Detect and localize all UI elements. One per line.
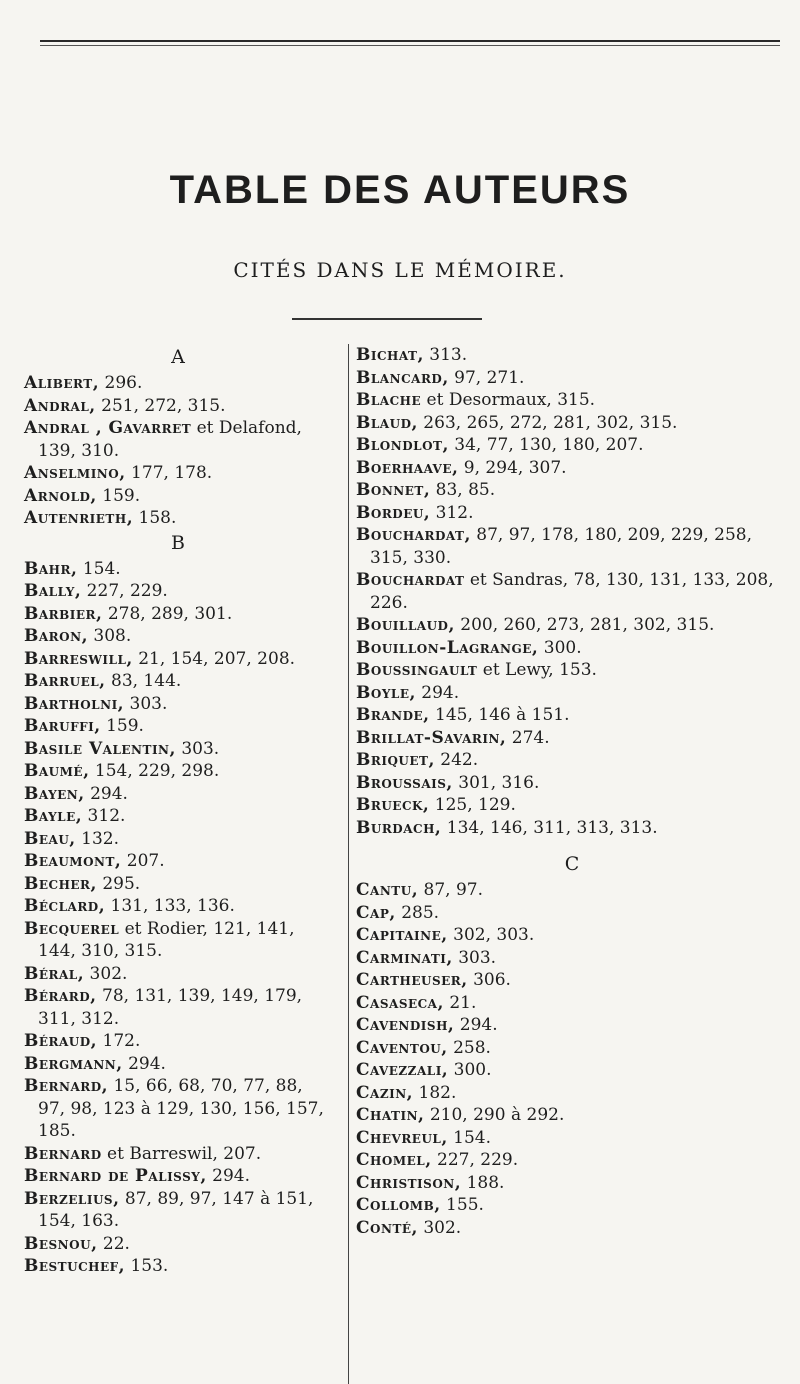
author-name: Burdach, xyxy=(356,817,442,838)
right-b-entries xyxy=(356,344,788,839)
index-entry xyxy=(356,344,788,367)
page-refs: 78, 131, 139, 149, 179, 311, 312. xyxy=(38,986,303,1029)
author-name: Bally, xyxy=(24,581,82,601)
index-entry xyxy=(10,850,332,873)
page-refs: 313. xyxy=(423,345,468,365)
index-entry xyxy=(356,902,788,925)
page-refs: 294. xyxy=(84,783,128,804)
author-name: Cavezzali, xyxy=(356,1060,449,1080)
index-entry xyxy=(10,783,332,806)
author-name: Barbier, xyxy=(24,603,103,624)
author-name: Bergmann, xyxy=(24,1053,123,1074)
page-refs: 301, 316. xyxy=(452,772,540,793)
index-entry xyxy=(10,715,332,738)
page-refs: 15, 66, 68, 70, 77, 88, 97, 98, 123 à 129, 130, 156, 157, 185. xyxy=(38,1076,324,1141)
index-entry xyxy=(10,603,332,626)
page-refs: 155. xyxy=(440,1195,484,1215)
author-name: Bouillon-Lagrange, xyxy=(356,637,539,658)
index-entry xyxy=(10,395,332,418)
index-entry xyxy=(356,749,788,772)
page-refs: 210, 290 à 292. xyxy=(424,1105,565,1125)
index-entry xyxy=(356,704,788,727)
author-name: Becquerel xyxy=(24,918,120,939)
page-refs: 295. xyxy=(96,873,141,894)
author-name: Becher, xyxy=(24,873,97,894)
page-refs: 154. xyxy=(447,1127,492,1148)
author-name: Autenrieth, xyxy=(24,508,134,528)
page-refs: 154. xyxy=(77,558,121,579)
author-name: Baumé, xyxy=(24,761,90,781)
author-name: Barreswill, xyxy=(24,648,133,669)
page-refs: et Barreswil, 207. xyxy=(101,1143,262,1164)
index-entry xyxy=(356,1217,788,1240)
author-name: Andral, xyxy=(24,395,96,416)
index-entry xyxy=(356,614,788,637)
index-entry xyxy=(10,895,332,918)
author-name: Collomb, xyxy=(356,1195,441,1215)
author-name: Beaumont, xyxy=(24,851,122,871)
page-refs: 296. xyxy=(99,373,143,393)
author-name: Béraud, xyxy=(24,1031,98,1051)
page-refs: 300. xyxy=(448,1060,492,1080)
index-entry xyxy=(356,412,788,435)
index-entry xyxy=(10,1053,332,1076)
right-c-entries xyxy=(356,879,788,1239)
page-refs: 274. xyxy=(506,727,550,748)
index-entry xyxy=(10,760,332,783)
author-name: Blancard, xyxy=(356,367,449,388)
author-name: Cartheuser, xyxy=(356,970,468,990)
author-name: Brueck, xyxy=(356,795,430,815)
index-entry xyxy=(10,805,332,828)
author-name: Anselmino, xyxy=(24,463,126,483)
author-name: Caventou, xyxy=(356,1037,448,1058)
author-name: Andral , Gavarret xyxy=(24,418,192,438)
author-name: Cazin, xyxy=(356,1082,414,1103)
author-name: Cavendish, xyxy=(356,1015,455,1035)
author-name: Bernard de Palissy, xyxy=(24,1166,207,1186)
index-entry xyxy=(10,485,332,508)
page-refs: 278, 289, 301. xyxy=(102,603,233,624)
index-entry xyxy=(10,507,332,530)
author-name: Chevreul, xyxy=(356,1127,448,1148)
author-name: Conté, xyxy=(356,1217,418,1238)
author-name: Cantu, xyxy=(356,880,419,900)
index-entry xyxy=(10,462,332,485)
page-refs: 159. xyxy=(96,485,141,506)
index-entry xyxy=(10,1255,332,1278)
author-name: Berzelius, xyxy=(24,1188,120,1209)
author-name: Bernard xyxy=(24,1143,102,1164)
author-name: Alibert, xyxy=(24,373,100,393)
author-name: Chomel, xyxy=(356,1150,432,1170)
author-name: Christison, xyxy=(356,1172,462,1193)
index-entry xyxy=(356,969,788,992)
author-name: Bahr, xyxy=(24,558,78,579)
page-refs: 159. xyxy=(100,716,144,736)
page-refs: 87, 89, 97, 147 à 151, 154, 163. xyxy=(38,1188,314,1231)
page-refs: et Sandras, 78, 130, 131, 133, 208, 226. xyxy=(370,570,774,613)
section-letter-c: C xyxy=(564,853,580,875)
author-name: Boerhaave, xyxy=(356,457,459,478)
page-title: TABLE DES AUTEURS xyxy=(169,168,631,212)
page-refs: 306. xyxy=(467,970,511,990)
top-rule-thin xyxy=(40,45,780,46)
right-column xyxy=(348,344,788,1384)
index-entry xyxy=(10,693,332,716)
index-entry xyxy=(10,558,332,581)
page-refs: 200, 260, 273, 281, 302, 315. xyxy=(454,615,715,635)
author-name: Arnold, xyxy=(24,485,97,506)
page-refs: 302. xyxy=(84,963,128,984)
page-refs: 227, 229. xyxy=(431,1150,519,1170)
index-entry xyxy=(356,1194,788,1217)
index-entry xyxy=(10,670,332,693)
page-refs: 87, 97. xyxy=(418,880,484,900)
author-name: Bartholni, xyxy=(24,693,125,714)
page-refs: 145, 146 à 151. xyxy=(429,705,570,725)
index-entry xyxy=(356,1037,788,1060)
author-name: Brande, xyxy=(356,705,430,725)
index-entry xyxy=(10,648,332,671)
page-refs: 303. xyxy=(175,738,220,759)
author-name: Baruffi, xyxy=(24,716,101,736)
author-name: Cap, xyxy=(356,902,396,923)
index-entry xyxy=(356,659,788,682)
author-name: Chatin, xyxy=(356,1105,425,1125)
index-entry xyxy=(356,879,788,902)
index-entry xyxy=(10,1233,332,1256)
page-refs: 312. xyxy=(430,502,474,523)
section-letter: B xyxy=(171,531,185,554)
page-refs: 285. xyxy=(395,902,440,923)
page-refs: 153. xyxy=(125,1256,169,1276)
index-entry xyxy=(356,1059,788,1082)
author-name: Béclard, xyxy=(24,896,106,916)
author-name: Bestuchef, xyxy=(24,1256,126,1276)
index-entry xyxy=(356,794,788,817)
page-refs: et Desormaux, 315. xyxy=(421,390,596,410)
page-refs: 300. xyxy=(538,637,582,658)
author-name: Baron, xyxy=(24,626,88,646)
index-entry xyxy=(356,1014,788,1037)
page-refs: 188. xyxy=(461,1172,505,1193)
index-entry xyxy=(10,738,332,761)
author-name: Bérard, xyxy=(24,986,97,1006)
index-entry xyxy=(10,828,332,851)
index-entry xyxy=(356,1149,788,1172)
author-name: Besnou, xyxy=(24,1233,98,1254)
top-rule xyxy=(40,40,780,42)
author-name: Blache xyxy=(356,390,422,410)
index-entry xyxy=(356,772,788,795)
author-name: Bayen, xyxy=(24,783,85,804)
index-entry xyxy=(10,1143,332,1166)
index-entry xyxy=(10,1030,332,1053)
page-refs: 177, 178. xyxy=(125,463,213,483)
page-refs: 172. xyxy=(97,1031,141,1051)
page-refs: 258. xyxy=(447,1037,491,1058)
author-name: Carminati, xyxy=(356,947,453,968)
page-refs: 22. xyxy=(97,1233,130,1254)
author-name: Bouchardat, xyxy=(356,525,471,545)
page-refs: 227, 229. xyxy=(81,581,168,601)
left-column xyxy=(10,344,332,1278)
index-entry xyxy=(356,682,788,705)
author-name: Boyle, xyxy=(356,682,416,703)
page-refs: 242. xyxy=(434,750,479,770)
index-entry xyxy=(356,502,788,525)
index-entry xyxy=(10,417,332,462)
author-name: Basile Valentin, xyxy=(24,738,176,759)
author-name: Casaseca, xyxy=(356,992,444,1013)
index-entry xyxy=(10,625,332,648)
page-refs: 302, 303. xyxy=(447,925,535,945)
index-entry xyxy=(356,524,788,569)
index-entry xyxy=(356,434,788,457)
index-entry xyxy=(10,963,332,986)
index-entry xyxy=(356,1082,788,1105)
page-refs: 308. xyxy=(88,626,132,646)
page-refs: 83, 85. xyxy=(430,480,496,500)
index-entry xyxy=(356,389,788,412)
page-refs: 9, 294, 307. xyxy=(458,457,567,478)
author-name: Bouchardat xyxy=(356,570,465,590)
page-refs: 21, 154, 207, 208. xyxy=(132,648,296,669)
index-entry xyxy=(356,1104,788,1127)
index-entry xyxy=(356,569,788,614)
page-refs: et Lewy, 153. xyxy=(477,660,597,680)
page-refs: 134, 146, 311, 313, 313. xyxy=(441,817,658,838)
index-entry xyxy=(10,1165,332,1188)
page-refs: 294. xyxy=(122,1053,166,1074)
index-entry xyxy=(356,1127,788,1150)
author-name: Briquet, xyxy=(356,750,435,770)
page-refs: 294. xyxy=(454,1015,498,1035)
title-divider xyxy=(292,318,482,320)
author-name: Brillat-Savarin, xyxy=(356,727,507,748)
author-name: Bernard, xyxy=(24,1076,109,1096)
author-name: Bayle, xyxy=(24,806,83,826)
author-name: Barruel, xyxy=(24,671,106,691)
index-entry xyxy=(356,727,788,750)
page-subtitle: CITÉS DANS LE MÉMOIRE. xyxy=(233,258,567,282)
index-entry xyxy=(356,457,788,480)
page-refs: 294. xyxy=(415,682,460,703)
index-entry xyxy=(356,992,788,1015)
index-entry xyxy=(356,1172,788,1195)
index-entry xyxy=(10,918,332,963)
author-name: Bouillaud, xyxy=(356,615,455,635)
page-refs: 125, 129. xyxy=(429,795,516,815)
page-refs: 83, 144. xyxy=(105,671,182,691)
author-name: Beau, xyxy=(24,828,76,849)
author-name: Bonnet, xyxy=(356,480,431,500)
page-refs: 294. xyxy=(206,1166,250,1186)
page-refs: 132. xyxy=(75,828,119,849)
page-refs: 34, 77, 130, 180, 207. xyxy=(448,435,644,455)
page-refs: 207. xyxy=(121,851,165,871)
index-entry xyxy=(10,873,332,896)
author-name: Blaud, xyxy=(356,412,418,433)
author-name: Blondlot, xyxy=(356,435,449,455)
page-refs: et Rodier, 121, 141, 144, 310, 315. xyxy=(38,918,295,961)
index-entry xyxy=(356,947,788,970)
page-refs: et Delafond, 139, 310. xyxy=(38,418,302,461)
index-entry xyxy=(10,580,332,603)
page-refs: 182. xyxy=(413,1082,457,1103)
page-refs: 154, 229, 298. xyxy=(89,761,220,781)
page-refs: 131, 133, 136. xyxy=(105,896,235,916)
page-refs: 87, 97, 178, 180, 209, 229, 258, 315, 330. xyxy=(370,525,753,568)
index-entry xyxy=(356,479,788,502)
page-refs: 97, 271. xyxy=(448,367,525,388)
page-refs: 302. xyxy=(417,1217,462,1238)
page-refs: 303. xyxy=(124,693,168,714)
index-entry xyxy=(356,637,788,660)
page-refs: 312. xyxy=(82,806,126,826)
section-letter: A xyxy=(171,346,185,368)
author-name: Bichat, xyxy=(356,345,424,365)
index-entry xyxy=(356,817,788,840)
index-entry xyxy=(356,924,788,947)
page-refs: 303. xyxy=(452,947,497,968)
author-name: Bordeu, xyxy=(356,502,431,523)
page-refs: 21. xyxy=(443,992,477,1013)
index-entry xyxy=(10,372,332,395)
author-name: Capitaine, xyxy=(356,925,448,945)
index-entry xyxy=(10,1075,332,1143)
index-entry xyxy=(10,1188,332,1233)
author-name: Broussais, xyxy=(356,772,453,793)
index-entry xyxy=(10,985,332,1030)
index-entry xyxy=(356,367,788,390)
page-refs: 158. xyxy=(133,508,177,528)
author-name: Béral, xyxy=(24,963,85,984)
page-refs: 251, 272, 315. xyxy=(95,395,226,416)
page-refs: 263, 265, 272, 281, 302, 315. xyxy=(417,412,678,433)
author-name: Boussingault xyxy=(356,660,478,680)
